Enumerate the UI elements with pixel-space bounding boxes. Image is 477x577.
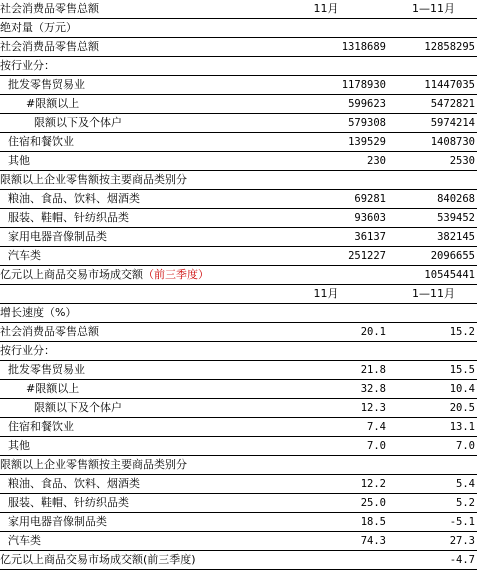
value-november: 12.3 <box>262 399 390 418</box>
value-jan-nov: 10.4 <box>390 380 477 399</box>
value-november: 21.8 <box>262 361 390 380</box>
value-jan-nov: -4.7 <box>390 551 477 570</box>
table-row <box>0 152 477 171</box>
value-jan-nov: 15.5 <box>390 361 477 380</box>
table-row <box>0 323 477 342</box>
row-label: 粮油、食品、饮料、烟酒类 <box>0 475 262 494</box>
table-row <box>0 551 477 570</box>
value-jan-nov: 2096655 <box>390 247 477 266</box>
value-jan-nov: 2530 <box>390 152 477 171</box>
table-row <box>0 266 477 285</box>
row-label: 亿元以上商品交易市场成交额 <box>0 268 143 281</box>
row-label: 亿元以上商品交易市场成交额(前三季度) <box>0 551 262 570</box>
row-label: #限额以上 <box>0 95 262 114</box>
value-jan-nov: 10545441 <box>390 266 477 285</box>
value-jan-nov: 27.3 <box>390 532 477 551</box>
unit-label-row <box>0 304 477 323</box>
value-november: 7.4 <box>262 418 390 437</box>
table-row <box>0 380 477 399</box>
row-label: #限额以上 <box>0 380 262 399</box>
value-november: 36137 <box>262 228 390 247</box>
value-jan-nov: -5.1 <box>390 513 477 532</box>
value-jan-nov: 12858295 <box>390 38 477 57</box>
row-label: 按行业分： <box>0 57 262 76</box>
table-header-row <box>0 0 477 19</box>
table-row <box>0 513 477 532</box>
row-label: 其他 <box>0 152 262 171</box>
row-label-with-note <box>0 266 262 285</box>
row-label: 住宿和餐饮业 <box>0 133 262 152</box>
value-november: 251227 <box>262 247 390 266</box>
table-row <box>0 76 477 95</box>
value-jan-nov: 13.1 <box>390 418 477 437</box>
value-november: 1318689 <box>262 38 390 57</box>
row-label: 家用电器音像制品类 <box>0 228 262 247</box>
row-label: 社会消费品零售总额 <box>0 323 262 342</box>
row-label: 服装、鞋帽、针纺织品类 <box>0 209 262 228</box>
row-label: 限额以上企业零售额按主要商品类别分 <box>0 171 262 190</box>
value-jan-nov: 20.5 <box>390 399 477 418</box>
value-jan-nov <box>390 171 477 190</box>
row-label: 住宿和餐饮业 <box>0 418 262 437</box>
table-row <box>0 361 477 380</box>
value-november <box>262 171 390 190</box>
value-november <box>262 456 390 475</box>
row-label: 批发零售贸易业 <box>0 361 262 380</box>
value-november <box>262 266 390 285</box>
value-jan-nov: 5.2 <box>390 494 477 513</box>
table-title: 社会消费品零售总额 <box>0 0 262 19</box>
table-row <box>0 342 477 361</box>
row-label: 社会消费品零售总额 <box>0 38 262 57</box>
row-label: 汽车类 <box>0 247 262 266</box>
value-november <box>262 57 390 76</box>
value-november: 32.8 <box>262 380 390 399</box>
table-row <box>0 532 477 551</box>
value-jan-nov: 539452 <box>390 209 477 228</box>
unit-label-row <box>0 19 477 38</box>
value-november <box>262 342 390 361</box>
column-header-november: 11月 <box>262 0 390 19</box>
table-row <box>0 190 477 209</box>
value-november: 139529 <box>262 133 390 152</box>
row-label: 服装、鞋帽、针纺织品类 <box>0 494 262 513</box>
table-row <box>0 475 477 494</box>
table-row <box>0 494 477 513</box>
value-jan-nov: 7.0 <box>390 437 477 456</box>
table-row <box>0 171 477 190</box>
column-header-jan-nov: 1—11月 <box>390 0 477 19</box>
column-header-jan-nov: 1—11月 <box>390 285 477 304</box>
row-label: 家用电器音像制品类 <box>0 513 262 532</box>
value-jan-nov: 1408730 <box>390 133 477 152</box>
value-november: 12.2 <box>262 475 390 494</box>
unit-label: 增长速度（%） <box>0 304 262 323</box>
value-november: 18.5 <box>262 513 390 532</box>
value-november: 230 <box>262 152 390 171</box>
value-jan-nov: 5974214 <box>390 114 477 133</box>
value-jan-nov: 5472821 <box>390 95 477 114</box>
value-november: 93603 <box>262 209 390 228</box>
table-row <box>0 247 477 266</box>
row-label: 按行业分： <box>0 342 262 361</box>
value-november <box>262 551 390 570</box>
table-row <box>0 437 477 456</box>
table-row <box>0 57 477 76</box>
table-row <box>0 38 477 57</box>
row-label: 粮油、食品、饮料、烟酒类 <box>0 190 262 209</box>
unit-label: 绝对量（万元） <box>0 19 262 38</box>
value-november: 69281 <box>262 190 390 209</box>
value-november: 74.3 <box>262 532 390 551</box>
table-row <box>0 209 477 228</box>
value-jan-nov <box>390 456 477 475</box>
table-row <box>0 399 477 418</box>
value-november: 20.1 <box>262 323 390 342</box>
table-row <box>0 456 477 475</box>
row-label: 限额以下及个体户 <box>0 114 262 133</box>
table-row <box>0 95 477 114</box>
table-row <box>0 133 477 152</box>
value-jan-nov: 382145 <box>390 228 477 247</box>
row-label: 限额以下及个体户 <box>0 399 262 418</box>
period-note: （前三季度） <box>143 268 209 281</box>
value-jan-nov <box>390 342 477 361</box>
row-label: 汽车类 <box>0 532 262 551</box>
value-jan-nov: 840268 <box>390 190 477 209</box>
table-header-row <box>0 285 477 304</box>
value-jan-nov: 5.4 <box>390 475 477 494</box>
value-november: 7.0 <box>262 437 390 456</box>
column-header-november: 11月 <box>262 285 390 304</box>
row-label: 限额以上企业零售额按主要商品类别分 <box>0 456 262 475</box>
row-label: 批发零售贸易业 <box>0 76 262 95</box>
value-november: 25.0 <box>262 494 390 513</box>
table-row <box>0 418 477 437</box>
table-row <box>0 228 477 247</box>
row-label: 其他 <box>0 437 262 456</box>
value-november: 1178930 <box>262 76 390 95</box>
value-jan-nov: 15.2 <box>390 323 477 342</box>
value-jan-nov <box>390 57 477 76</box>
value-jan-nov: 11447035 <box>390 76 477 95</box>
value-november: 579308 <box>262 114 390 133</box>
value-november: 599623 <box>262 95 390 114</box>
table-row <box>0 114 477 133</box>
